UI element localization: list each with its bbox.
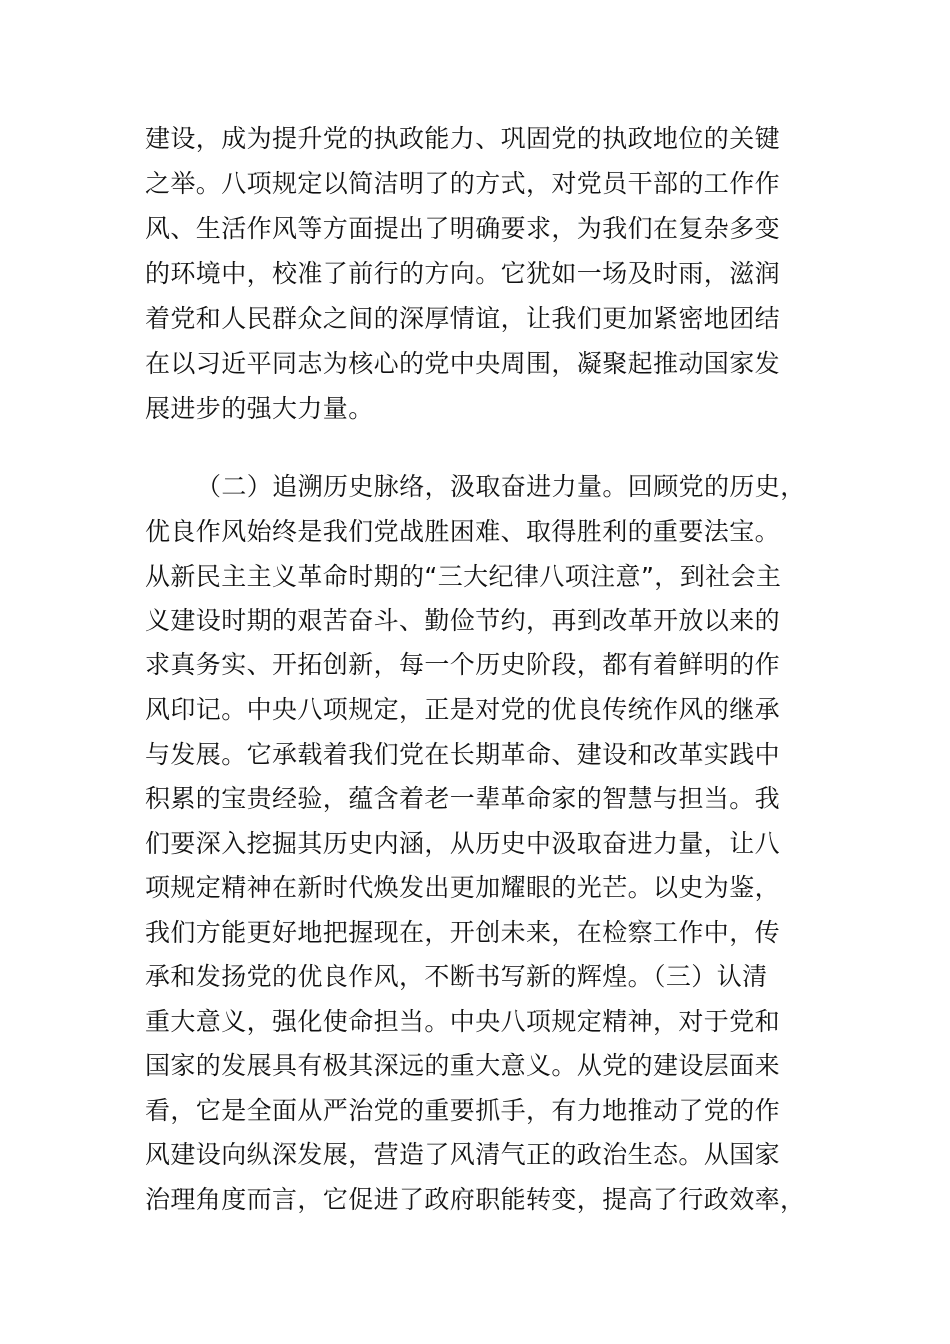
- text-line: 治理角度而言，它促进了政府职能转变，提高了行政效率，: [145, 1185, 806, 1214]
- text-line: 优良作风始终是我们党战胜困难、取得胜利的重要法宝。: [145, 517, 781, 546]
- text-line: 项规定精神在新时代焕发出更加耀眼的光芒。以史为鉴，: [145, 873, 781, 902]
- text-line: 我们方能更好地把握现在，开创未来，在检察工作中，传: [145, 918, 781, 947]
- text-line: 建设，成为提升党的执政能力、巩固党的执政地位的关键: [145, 124, 781, 153]
- text-line: 们要深入挖掘其历史内涵，从历史中汲取奋进力量，让八: [145, 829, 781, 858]
- text-line: 在以习近平同志为核心的党中央周围，凝聚起推动国家发: [145, 349, 781, 378]
- text-line: 义建设时期的艰苦奋斗、勤俭节约，再到改革开放以来的: [145, 606, 781, 635]
- section-heading-line: （二）追溯历史脉络，汲取奋进力量。回顾党的历史，: [196, 472, 806, 501]
- text-line: 国家的发展具有极其深远的重大意义。从党的建设层面来: [145, 1051, 781, 1080]
- text-line: 的环境中，校准了前行的方向。它犹如一场及时雨，滋润: [145, 259, 781, 288]
- text-line: 从新民主主义革命时期的“三大纪律八项注意”，到社会主: [145, 562, 782, 591]
- text-line: 风建设向纵深发展，营造了风清气正的政治生态。从国家: [145, 1140, 781, 1169]
- text-line: 与发展。它承载着我们党在长期革命、建设和改革实践中: [145, 740, 781, 769]
- text-line: 看，它是全面从严治党的重要抓手，有力地推动了党的作: [145, 1096, 781, 1125]
- text-line: 风印记。中央八项规定，正是对党的优良传统作风的继承: [145, 695, 781, 724]
- text-line: 之举。八项规定以简洁明了的方式，对党员干部的工作作: [145, 169, 781, 198]
- text-line: 展进步的强大力量。: [145, 394, 374, 423]
- text-line: 重大意义，强化使命担当。中央八项规定精神，对于党和: [145, 1007, 781, 1036]
- text-line: 求真务实、开拓创新，每一个历史阶段，都有着鲜明的作: [145, 650, 781, 679]
- text-line: 积累的宝贵经验，蕴含着老一辈革命家的智慧与担当。我: [145, 784, 781, 813]
- text-line: 着党和人民群众之间的深厚情谊，让我们更加紧密地团结: [145, 304, 781, 333]
- text-line: 承和发扬党的优良作风，不断书写新的辉煌。（三）认清: [145, 962, 768, 991]
- text-line: 风、生活作风等方面提出了明确要求，为我们在复杂多变: [145, 214, 781, 243]
